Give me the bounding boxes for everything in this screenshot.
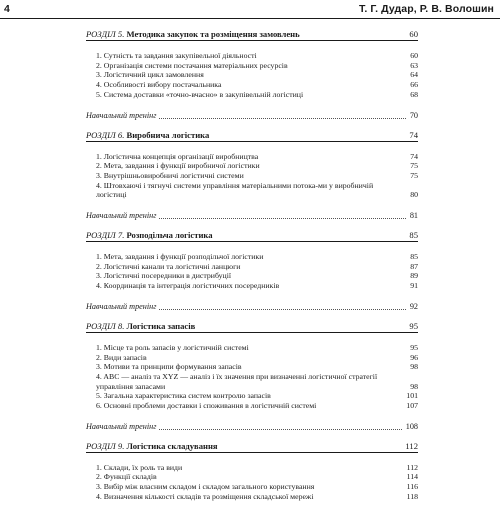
toc-entry[interactable] [86, 51, 418, 61]
toc-entry[interactable] [86, 463, 418, 473]
toc-section [86, 440, 418, 502]
toc-entry-page: 64 [410, 70, 418, 80]
toc-entry[interactable] [86, 343, 418, 353]
toc-entry[interactable] [86, 61, 418, 71]
table-of-contents [86, 28, 418, 510]
toc-entry-page: 95 [410, 342, 418, 352]
header-rule [0, 18, 500, 19]
toc-entry-title: 3. Мотиви та принципи формування запасів [96, 362, 242, 372]
toc-entry-title: 4. Визначення кількості складів та розміщення складської мережі [96, 491, 314, 501]
section-page-number: 60 [406, 28, 418, 40]
section-name: Методика закупок та розміщення замовлень [126, 29, 300, 39]
toc-section [86, 229, 418, 312]
section-rule [86, 332, 418, 333]
toc-entry[interactable] [86, 70, 418, 80]
toc-entry-title: 3. Внутрішньовиробничі логістичні системи [96, 170, 244, 180]
toc-entry-page: 75 [410, 161, 418, 171]
section-page-number: 95 [406, 320, 418, 332]
toc-entry-title: 2. Функції складів [96, 472, 157, 482]
training-label: Навчальний тренінг [86, 111, 159, 121]
toc-entry-title: 1. Мета, завдання і функції розподільчої логістики [96, 252, 264, 262]
toc-entry[interactable] [86, 181, 418, 200]
toc-entry-page: 80 [410, 190, 418, 200]
toc-entry-title: 3. Логістичний цикл замовлення [96, 70, 204, 80]
toc-entry-page: 85 [410, 252, 418, 262]
section-prefix: РОЗДІЛ 5. [86, 29, 127, 39]
toc-entry-page: 112 [406, 462, 418, 472]
toc-entry-page: 68 [410, 89, 418, 99]
toc-entry[interactable] [86, 262, 418, 272]
toc-entry-title: 1. Склади, їх роль та види [96, 462, 183, 472]
section-title [86, 28, 303, 40]
toc-entry-page: 98 [410, 381, 418, 391]
toc-entry[interactable] [86, 161, 418, 171]
toc-entry-title: 3. Логістичні посередники в дистрибуції [96, 271, 232, 281]
toc-entry[interactable] [86, 80, 418, 90]
toc-entry-title: 6. Основні проблеми доставки і споживання в логістичній системі [96, 401, 317, 411]
section-name: Логістика складування [126, 440, 218, 451]
running-header-authors: Т. Г. Дудар, Р. В. Волошин [359, 3, 494, 15]
training-entry[interactable] [86, 109, 418, 121]
toc-entry-page: 96 [410, 352, 418, 362]
toc-entry-title: 2. Організація системи постачання матеріальних ресурсів [96, 60, 288, 70]
toc-entry[interactable] [86, 391, 418, 401]
section-name: Логістика запасів [126, 320, 196, 331]
section-title [86, 229, 216, 241]
training-entry[interactable] [86, 209, 418, 221]
toc-entry-title: 1. Місце та роль запасів у логістичній системі [96, 342, 249, 352]
toc-entry-title: 2. Логістичні канали та логістичні ланцюги [96, 261, 241, 271]
toc-section [86, 320, 418, 432]
section-prefix: РОЗДІЛ 9. [86, 440, 127, 451]
training-label: Навчальний тренінг [86, 211, 159, 221]
toc-entry-page: 66 [410, 80, 418, 90]
training-page-number: 70 [407, 111, 418, 121]
toc-entry[interactable] [86, 492, 418, 502]
section-title [86, 440, 221, 452]
toc-entry-title: 3. Вибір між власним складом і складом загального користування [96, 482, 315, 492]
section-name: Виробнича логістика [126, 129, 210, 140]
toc-entry-page: 114 [406, 472, 418, 482]
toc-entry-page: 118 [406, 491, 418, 501]
toc-entry[interactable] [86, 252, 418, 262]
toc-entry-page: 91 [410, 281, 418, 291]
toc-entry-title: 4. Особливості вибору постачальника [96, 80, 222, 90]
toc-entry-page: 74 [410, 151, 418, 161]
section-rule [86, 40, 418, 41]
training-entry[interactable] [86, 420, 418, 432]
section-page-number: 85 [406, 229, 418, 241]
toc-entry[interactable] [86, 281, 418, 291]
toc-entry[interactable] [86, 90, 418, 100]
section-prefix: РОЗДІЛ 7. [86, 230, 127, 241]
toc-entry-page: 60 [410, 51, 418, 60]
toc-entry-page: 75 [410, 170, 418, 180]
section-heading[interactable] [86, 440, 418, 454]
section-rule [86, 452, 418, 453]
toc-entry[interactable] [86, 482, 418, 492]
toc-entry[interactable] [86, 152, 418, 162]
toc-entry-title: 4. Штовхаючі і тягнучі системи управління матеріальними потока-ми у виробничій логістиці [96, 180, 374, 200]
section-rule [86, 241, 418, 242]
toc-section [86, 129, 418, 222]
toc-section [86, 28, 418, 121]
toc-entry-title: 2. Мета, завдання і функції виробничої логістики [96, 161, 260, 171]
toc-entry-page: 89 [410, 271, 418, 281]
section-heading[interactable] [86, 129, 418, 143]
section-heading[interactable] [86, 28, 418, 42]
toc-entry[interactable] [86, 362, 418, 372]
training-entry[interactable] [86, 300, 418, 312]
toc-entry[interactable] [86, 472, 418, 482]
toc-entry[interactable] [86, 171, 418, 181]
toc-entry-page: 87 [410, 261, 418, 271]
toc-entry[interactable] [86, 401, 418, 411]
training-label: Навчальний тренінг [86, 422, 159, 432]
section-prefix: РОЗДІЛ 8. [86, 320, 127, 331]
section-prefix: РОЗДІЛ 6. [86, 129, 127, 140]
toc-entry[interactable] [86, 271, 418, 281]
toc-entry-page: 116 [406, 482, 418, 492]
toc-entry-title: 1. Сутність та завдання закупівельної діяльності [96, 51, 257, 60]
section-rule [86, 141, 418, 142]
section-name: Розподільча логістика [126, 230, 213, 241]
toc-entry-page: 107 [406, 401, 418, 411]
toc-entry[interactable] [86, 372, 418, 391]
section-page-number: 112 [402, 440, 418, 452]
toc-entry-page: 98 [410, 362, 418, 372]
toc-entry-page: 63 [410, 60, 418, 70]
section-heading[interactable] [86, 229, 418, 243]
toc-entry-title: 2. Види запасів [96, 352, 147, 362]
training-page-number: 108 [403, 422, 418, 432]
training-label: Навчальний тренінг [86, 302, 159, 312]
training-page-number: 92 [407, 302, 418, 312]
page-number: 4 [4, 3, 10, 15]
section-title [86, 129, 212, 141]
toc-entry-title: 4. ABC — аналіз та XYZ — аналіз і їх значення при визначенні логістичної стратегії управління запасами [96, 371, 378, 391]
section-page-number: 74 [406, 129, 418, 141]
toc-entry-page: 101 [406, 391, 418, 401]
toc-entry-title: 5. Загальна характеристика систем контролю запасів [96, 391, 271, 401]
training-page-number: 81 [407, 211, 418, 221]
section-heading[interactable] [86, 320, 418, 334]
toc-entry-title: 1. Логістична концепція організації виробництва [96, 151, 259, 161]
toc-entry[interactable] [86, 353, 418, 363]
toc-entry-title: 4. Координація та інтеграція логістичних посередників [96, 281, 280, 291]
toc-entry-title: 5. Система доставки «точно-вчасно» в закупівельній логістиці [96, 89, 304, 99]
section-title [86, 320, 198, 332]
